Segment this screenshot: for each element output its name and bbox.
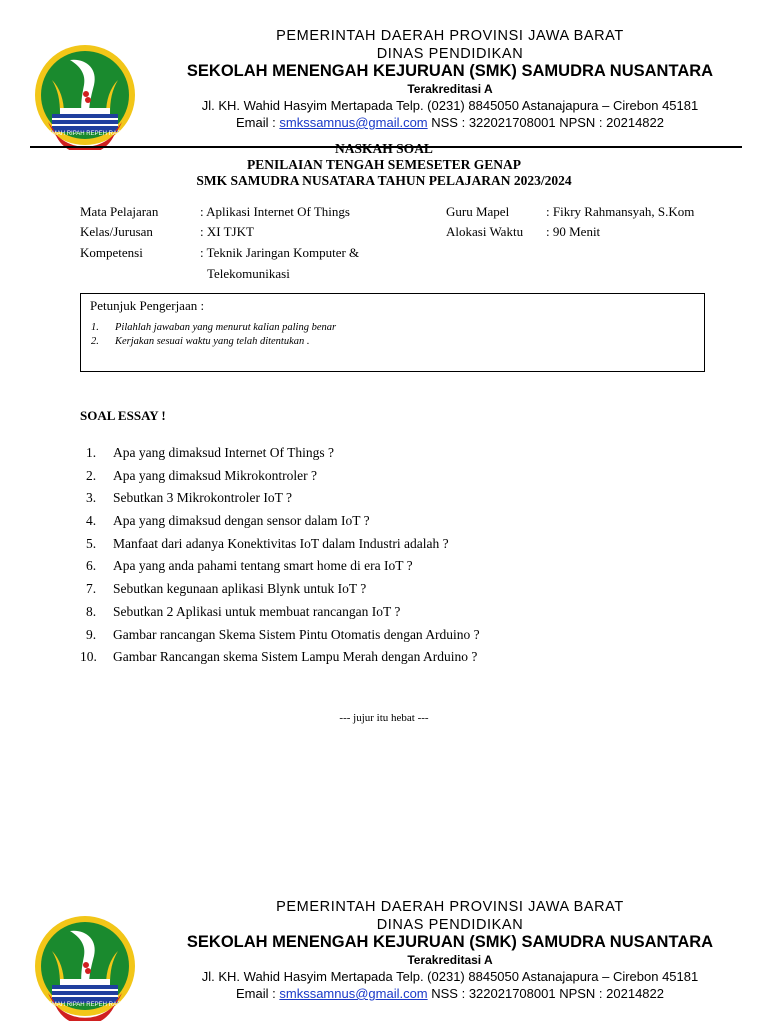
letterhead-top xyxy=(0,22,768,150)
letterhead-bottom xyxy=(0,893,768,1021)
waktu-label: Alokasi Waktu xyxy=(446,224,524,239)
school-ids: NSS : 322021708001 NPSN : 20214822 xyxy=(427,986,664,1001)
instructions-list xyxy=(91,321,336,349)
question-num: 4. xyxy=(86,513,97,529)
question-text: Gambar rancangan Skema Sistem Pintu Otomatis dengan Arduino ? xyxy=(113,626,480,642)
question-item xyxy=(86,490,480,513)
header-line1: PEMERINTAH DAERAH PROVINSI JAWA BARAT xyxy=(276,28,624,44)
waktu-value: : 90 Menit xyxy=(546,224,601,239)
header-line2: DINAS PENDIDIKAN xyxy=(376,46,524,62)
mapel-label: Mata Pelajaran xyxy=(80,204,159,219)
question-item xyxy=(86,604,480,627)
email-label: Email : xyxy=(236,115,280,130)
instruction-item xyxy=(91,321,336,335)
accreditation: Terakreditasi A xyxy=(407,953,493,967)
header-line2: DINAS PENDIDIKAN xyxy=(376,917,524,933)
question-num: 9. xyxy=(86,626,97,642)
title-line3: SMK SAMUDRA NUSATARA TAHUN PELAJARAN 2023/2024 xyxy=(196,173,572,188)
question-text: Apa yang dimaksud Internet Of Things ? xyxy=(113,445,334,460)
question-num: 10. xyxy=(80,649,97,665)
question-num: 5. xyxy=(86,535,97,551)
question-text: Apa yang dimaksud Mikrokontroler ? xyxy=(113,467,317,483)
question-text: Apa yang anda pahami tentang smart home di era IoT ? xyxy=(113,558,413,574)
question-num: 3. xyxy=(86,490,97,506)
question-num: 8. xyxy=(86,603,97,619)
question-text: Sebutkan kegunaan aplikasi Blynk untuk IoT ? xyxy=(113,581,367,597)
question-num: 1. xyxy=(86,445,97,460)
guru-value: : Fikry Rahmansyah, S.Kom xyxy=(546,204,695,219)
school-address: Jl. KH. Wahid Hasyim Mertapada Telp. (0231) 8845050 Astanajapura – Cirebon 45181 xyxy=(201,98,699,113)
question-item xyxy=(86,445,480,468)
question-item xyxy=(80,649,480,672)
title-line1: NASKAH SOAL xyxy=(335,141,433,156)
instruction-text: Kerjakan sesuai waktu yang telah ditentukan . xyxy=(115,336,310,347)
instruction-item xyxy=(91,335,336,349)
kompetensi-value-cont: Telekomunikasi xyxy=(207,266,290,281)
question-item xyxy=(86,468,480,491)
logo-motto: GEMAH RIPAH REPEH RAPIH xyxy=(43,1002,127,1008)
header-line1: PEMERINTAH DAERAH PROVINSI JAWA BARAT xyxy=(276,899,624,915)
kelas-label: Kelas/Jurusan xyxy=(80,224,153,239)
document-title xyxy=(0,141,768,189)
instruction-text: Pilahlah jawaban yang menurut kalian paling benar xyxy=(115,322,337,333)
question-text: Gambar Rancangan skema Sistem Lampu Merah dengan Arduino ? xyxy=(113,649,478,665)
kelas-value: : XI TJKT xyxy=(200,224,254,239)
instructions-heading: Petunjuk Pengerjaan : xyxy=(90,298,205,313)
instructions-box xyxy=(80,293,705,372)
email-link[interactable]: smkssamnus@gmail.com xyxy=(279,986,428,1001)
title-line2: PENILAIAN TENGAH SEMESETER GENAP xyxy=(247,157,521,172)
question-num: 2. xyxy=(86,467,97,483)
email-link[interactable]: smkssamnus@gmail.com xyxy=(279,115,428,130)
question-text: Sebutkan 3 Mikrokontroler IoT ? xyxy=(113,490,292,506)
question-text: Apa yang dimaksud dengan sensor dalam IoT ? xyxy=(113,513,370,529)
question-num: 7. xyxy=(86,581,97,597)
question-item xyxy=(86,627,480,650)
accreditation: Terakreditasi A xyxy=(407,82,493,96)
school-name: SEKOLAH MENENGAH KEJURUAN (SMK) SAMUDRA NUSANTARA xyxy=(186,62,714,80)
question-item xyxy=(86,581,480,604)
province-logo xyxy=(30,40,140,150)
question-text: Sebutkan 2 Aplikasi untuk membuat rancangan IoT ? xyxy=(113,603,401,619)
question-list xyxy=(80,445,480,672)
question-num: 6. xyxy=(86,558,97,574)
school-address: Jl. KH. Wahid Hasyim Mertapada Telp. (0231) 8845050 Astanajapura – Cirebon 45181 xyxy=(201,969,699,984)
mapel-value: : Aplikasi Internet Of Things xyxy=(200,204,350,219)
instruction-num: 1. xyxy=(91,322,99,333)
school-name: SEKOLAH MENENGAH KEJURUAN (SMK) SAMUDRA NUSANTARA xyxy=(186,933,714,951)
essay-heading: SOAL ESSAY ! xyxy=(80,408,166,423)
logo-motto: GEMAH RIPAH REPEH RAPIH xyxy=(43,131,127,137)
instruction-num: 2. xyxy=(91,336,99,347)
kompetensi-label: Kompetensi xyxy=(80,245,143,260)
guru-label: Guru Mapel xyxy=(446,204,510,219)
contact-line xyxy=(150,115,750,130)
question-text: Manfaat dari adanya Konektivitas IoT dalam Industri adalah ? xyxy=(113,535,449,551)
kompetensi-value: : Teknik Jaringan Komputer & xyxy=(200,245,360,260)
email-label: Email : xyxy=(236,986,280,1001)
closing-motto: --- jujur itu hebat --- xyxy=(339,712,429,724)
contact-line xyxy=(150,986,750,1001)
question-item xyxy=(86,558,480,581)
question-item xyxy=(86,513,480,536)
province-logo xyxy=(30,911,140,1021)
school-ids: NSS : 322021708001 NPSN : 20214822 xyxy=(427,115,664,130)
question-item xyxy=(86,536,480,559)
